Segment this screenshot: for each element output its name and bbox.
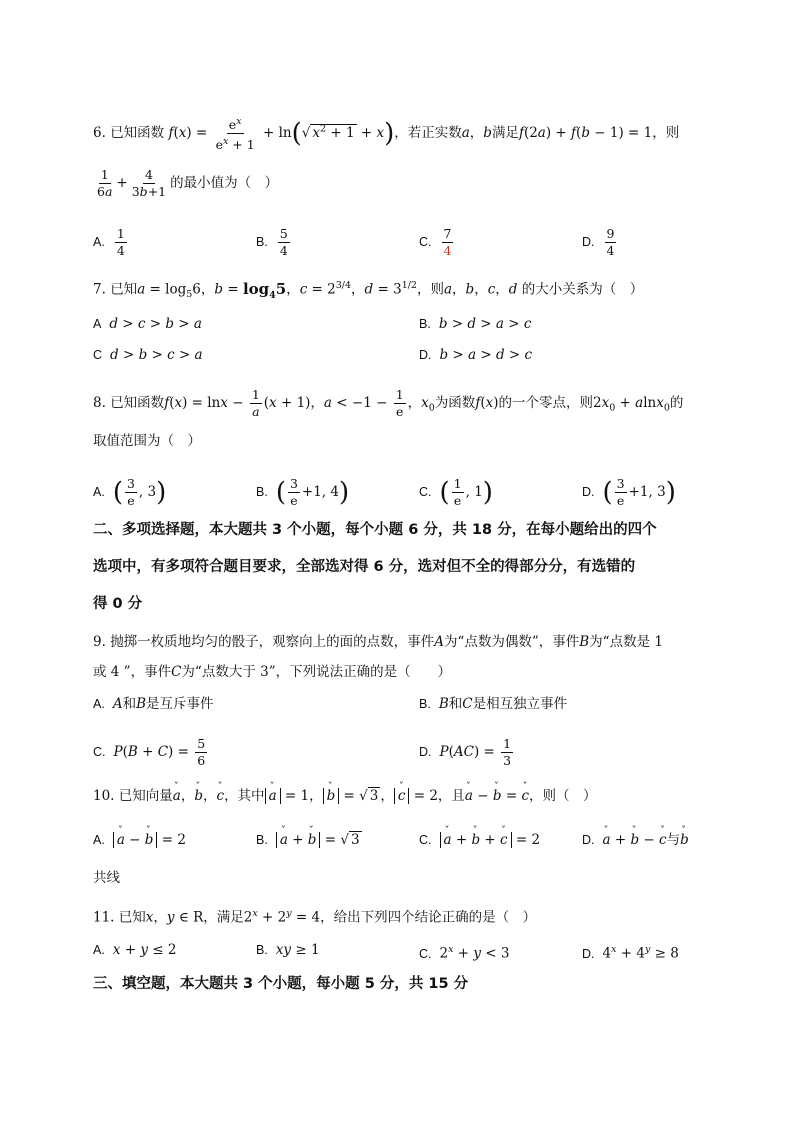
q7-option-a[interactable]: A d > c > b > a [93, 316, 202, 332]
q10-option-b[interactable]: B.ˇ a + ˇ b = √ 3 [256, 830, 362, 850]
q9-stem-line1: 9. 抛掷一枚质地均匀的骰子，观察向上的面的点数，事件A为“点数为偶数”，事件B为“点数是 1 [93, 634, 663, 650]
q11-option-a[interactable]: A. x + y ≤ 2 [93, 942, 177, 958]
q8-option-b[interactable]: B. ( $\frac{3}{e}$ +1, 4) [256, 476, 350, 508]
q6-fraction-ex: $\frac{e^x}{e^x + 1}$ [215, 116, 255, 153]
q10-option-d-continued: 共线 [93, 870, 120, 886]
q9-option-d[interactable]: D. P(AC) = $\frac{1}{3}$ [419, 736, 512, 768]
section2-heading-line2: 选项中，有多项符合题目要求，全部选对得 6 分，选对但不全的得部分分，有选错的 [93, 559, 636, 575]
q9-stem-line2: 或 4 ”，事件C为“点数大于 3”，下列说法正确的是（ ） [93, 664, 452, 680]
q11-option-c[interactable]: C. $2^x + y < 3$ [419, 944, 510, 962]
q8-stem-line2: 取值范围为（ ） [93, 433, 201, 449]
q6-option-c[interactable]: C. $\frac{7}{4}$ [419, 226, 452, 258]
q6-stem-line2: $\frac{1}{6a}$ + $\frac{4}{3b+1}$ 的最小值为（ ） [97, 167, 279, 199]
q6-option-b[interactable]: B. $\frac{5}{4}$ [256, 226, 288, 258]
q9-option-a[interactable]: A. A和B是互斥事件 [93, 696, 214, 712]
q10-option-a[interactable]: A.ˇ a − ˇ b = 2 [93, 830, 186, 850]
section2-heading-line1: 二、多项选择题，本大题共 3 个小题，每个小题 6 分，共 18 分，在每小题给出的四个 [93, 522, 657, 538]
q7-option-d[interactable]: D. b > a > d > c [419, 347, 533, 363]
q11-option-d[interactable]: D. $4^x + 4^y \ge 8$ [582, 944, 679, 962]
q11-option-b[interactable]: B. xy ≥ 1 [256, 942, 320, 958]
q6-stem-line1: 6. 已知函数 f(x) = $\frac{e^x}{e^x + 1}$ + ln(√ $x^2 + 1 + x$)，若正实数a，b满足f(2a) + f(b − 1) = 1，则 [93, 116, 680, 153]
q10-stem: 10. 已知向量ˇ a，ˇ b，ˇ c，其中ˇ a = 1，ˇ b = √ 3 ，ˇ c = 2，且ˇ a − ˇ b = ˇ c，则（ ） [93, 786, 597, 806]
q6-option-a[interactable]: A. $\frac{1}{4}$ [93, 226, 125, 258]
q10-option-c[interactable]: C.ˇ a + ˇ b + ˇ c = 2 [419, 830, 540, 850]
q6-option-d[interactable]: D. $\frac{9}{4}$ [582, 226, 615, 258]
section2-heading-line3: 得 0 分 [93, 596, 143, 612]
q10-option-d[interactable]: D.ˇ a + ˇ b − ˇ c与ˇ b [582, 830, 689, 850]
q7-stem: 7. 已知$a = \log_56$，$b = \log_45$，$c = 2^{3/4}$，$d = 3^{1/2}$，则a，b，c，d 的大小关系为（ ） [93, 279, 644, 301]
q11-stem: 11. 已知x，y ∈ R，满足$2^x + 2^y = 4$，给出下列四个结论正确的是（ ） [93, 908, 537, 926]
q8-option-d[interactable]: D. ( $\frac{3}{e}$ +1, 3) [582, 476, 676, 508]
q6-number: 6. [93, 125, 106, 142]
q8-stem-line1: 8. 已知函数f(x) = lnx − $\frac{1}{a}$ (x + 1)，a < −1 − $\frac{1}{e}$ ，$x_0$为函数f(x)的一个零点，则$2x_0 + alnx_0$的 [93, 387, 684, 419]
section3-heading: 三、填空题，本大题共 3 个小题，每小题 5 分，共 15 分 [93, 976, 469, 992]
q7-option-b[interactable]: B. b > d > a > c [419, 316, 532, 332]
q8-option-a[interactable]: A. ( $\frac{3}{e}$ , 3) [93, 476, 167, 508]
q8-option-c[interactable]: C. ( $\frac{1}{e}$ , 1) [419, 476, 493, 508]
q9-option-c[interactable]: C. P(B + C) = $\frac{5}{6}$ [93, 736, 206, 768]
q7-option-c[interactable]: C d > b > c > a [93, 347, 203, 363]
q9-option-b[interactable]: B. B和C是相互独立事件 [419, 696, 568, 712]
